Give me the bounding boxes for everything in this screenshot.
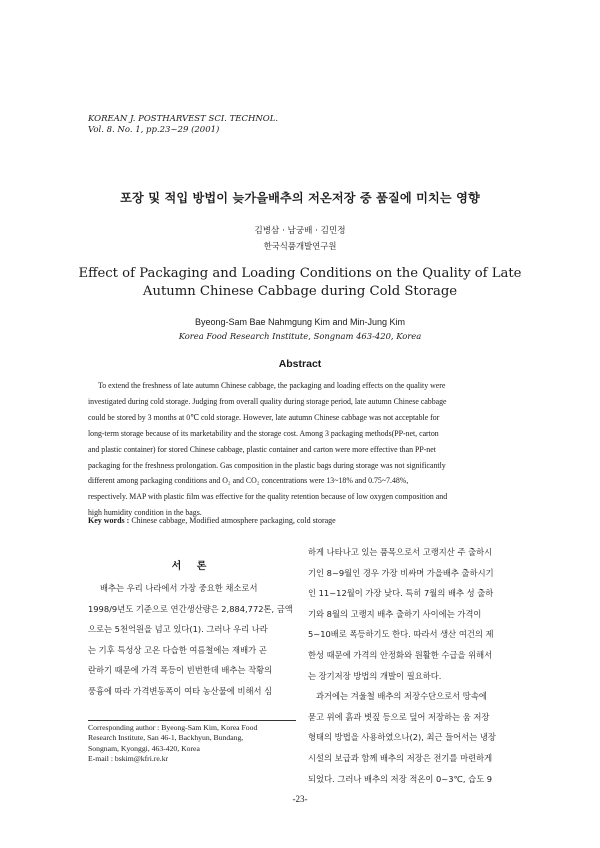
body-text-line: 5~10배로 폭등하기도 한다. 따라서 생산 여건의 제 <box>308 629 494 640</box>
keywords-line <box>88 516 336 525</box>
abstract-line: investigated during cold storage. Judging from overall quality during storage period, late autumn Chinese cabbage <box>88 396 447 406</box>
abstract-body <box>88 378 513 521</box>
abstract-line: packaging for the freshness prolongation. Gas composition in the plastic bags during storage was not significantly <box>88 460 446 470</box>
keywords-label: Key words : <box>88 516 130 525</box>
title-korean: 포장 및 적입 방법이 늦가을배추의 저온저장 중 품질에 미치는 영향 <box>120 191 480 205</box>
body-text-line: 시설의 보급과 함께 배추의 저장은 전기를 마련하게 <box>308 752 493 763</box>
journal-volume: Vol. 8. No. 1, pp.23~29 (2001) <box>88 125 220 135</box>
body-text-line: 란하기 때문에 가격 폭등이 빈번한데 배추는 작황의 <box>88 665 273 676</box>
keywords-text: Chinese cabbage, Modified atmosphere packaging, cold storage <box>131 516 336 525</box>
body-text-line: 묻고 위에 흙과 볏짚 등으로 덮어 저장하는 움 저장 <box>308 711 490 722</box>
body-text-line: 인 11~12월이 가장 낮다. 특히 7월의 배추 성 출하 <box>308 588 494 599</box>
abstract-line: To extend the freshness of late autumn Chinese cabbage, the packaging and loading effects on the quality were <box>98 381 446 390</box>
abstract-heading: Abstract <box>278 358 322 370</box>
affiliation-korean: 한국식품개발연구원 <box>263 241 337 251</box>
body-text-line: 는 기후 특성상 고온 다습한 여름철에는 재배가 곤 <box>88 644 267 655</box>
abstract-line: respectively. MAP with plastic film was effective for the quality retention because of low oxygen composition and <box>88 492 448 502</box>
body-text-line: 한성 때문에 가격의 안정화와 원활한 수급을 위해서 <box>308 649 493 660</box>
affiliation-english: Korea Food Research Institute, Songnam 463-420, Korea <box>178 331 422 341</box>
authors-english: Byeong-Sam Bae Nahmgung Kim and Min-Jung Kim <box>194 317 406 327</box>
left-column-text <box>88 578 296 702</box>
correspondence-line: Songnam, Kyonggi, 463-420, Korea <box>88 743 200 753</box>
body-text-line: 으로는 5천억원을 넘고 있다(1). 그러나 우리 나라 <box>88 624 268 635</box>
correspondence-line: E-mail : bskim@kfri.re.kr <box>88 753 169 763</box>
footnote-divider <box>88 720 296 721</box>
body-text-line: 하게 나타나고 있는 품목으로서 고랭지산 주 출하시 <box>308 547 493 557</box>
abstract-line: high humidity condition in the bags. <box>88 508 202 518</box>
abstract-line: long-term storage because of its marketability and the storage cost. Among 3 packaging methods(PP-net, carton <box>88 428 439 438</box>
page-number: -23- <box>292 794 308 804</box>
journal-name: KOREAN J. POSTHARVEST SCI. TECHNOL. <box>88 114 279 124</box>
body-text-line: 기인 8~9월인 경우 가장 비싸며 가을배추 출하시기 <box>308 567 494 578</box>
correspondence-line: Research Institute, San 46-1, Backhyun, Bundang, <box>88 733 244 743</box>
section-title-introduction: 서 론 <box>171 561 213 572</box>
authors-korean: 김병삼 · 남궁배 · 김민정 <box>254 226 346 236</box>
title-english-line: Effect of Packaging and Loading Conditions on the Quality of Late <box>78 266 522 281</box>
body-text-line: 형태의 방법을 사용하였으나(2), 최근 들어서는 냉장 <box>308 732 496 743</box>
abstract-line: could be stored by 3 months at 0℃ cold storage. However, late autumn Chinese cabbage was not acceptable for <box>88 412 440 422</box>
journal-header <box>88 114 278 136</box>
body-text-line: 과거에는 겨울철 배추의 저장수단으로서 땅속에 <box>316 691 487 702</box>
correspondence-line: Corresponding author : Byeong-Sam Kim, Korea Food <box>88 723 258 732</box>
body-text-line: 기와 8월의 고랭지 배추 출하기 사이에는 가격이 <box>308 608 482 619</box>
title-english-line: Autumn Chinese Cabbage during Cold Storage <box>142 284 458 299</box>
body-text-line: 1998/9년도 기준으로 연간생산량은 2,884,772톤, 금액 <box>88 603 293 614</box>
body-text-line: 되었다. 그러나 배추의 저장 적온이 0~3℃, 습도 9 <box>308 773 493 784</box>
title-english <box>0 265 600 301</box>
abstract-line: and plastic container) for stored Chinese cabbage, plastic container and carton were more effective than PP-net <box>88 444 436 454</box>
body-text-line: 는 장기저장 방법의 개발이 필요하다. <box>308 670 442 681</box>
correspondence-note <box>88 723 296 764</box>
body-text-line: 배추는 우리 나라에서 가장 중요한 채소로서 <box>100 583 258 593</box>
abstract-line: different among packaging conditions and O₂ and CO₂ concentrations were 13~18% and 0.75~7.48%, <box>88 476 409 486</box>
right-column-text <box>308 542 518 789</box>
body-text-line: 풍흉에 따라 가격변동폭이 여타 농산물에 비해서 심 <box>88 685 273 696</box>
